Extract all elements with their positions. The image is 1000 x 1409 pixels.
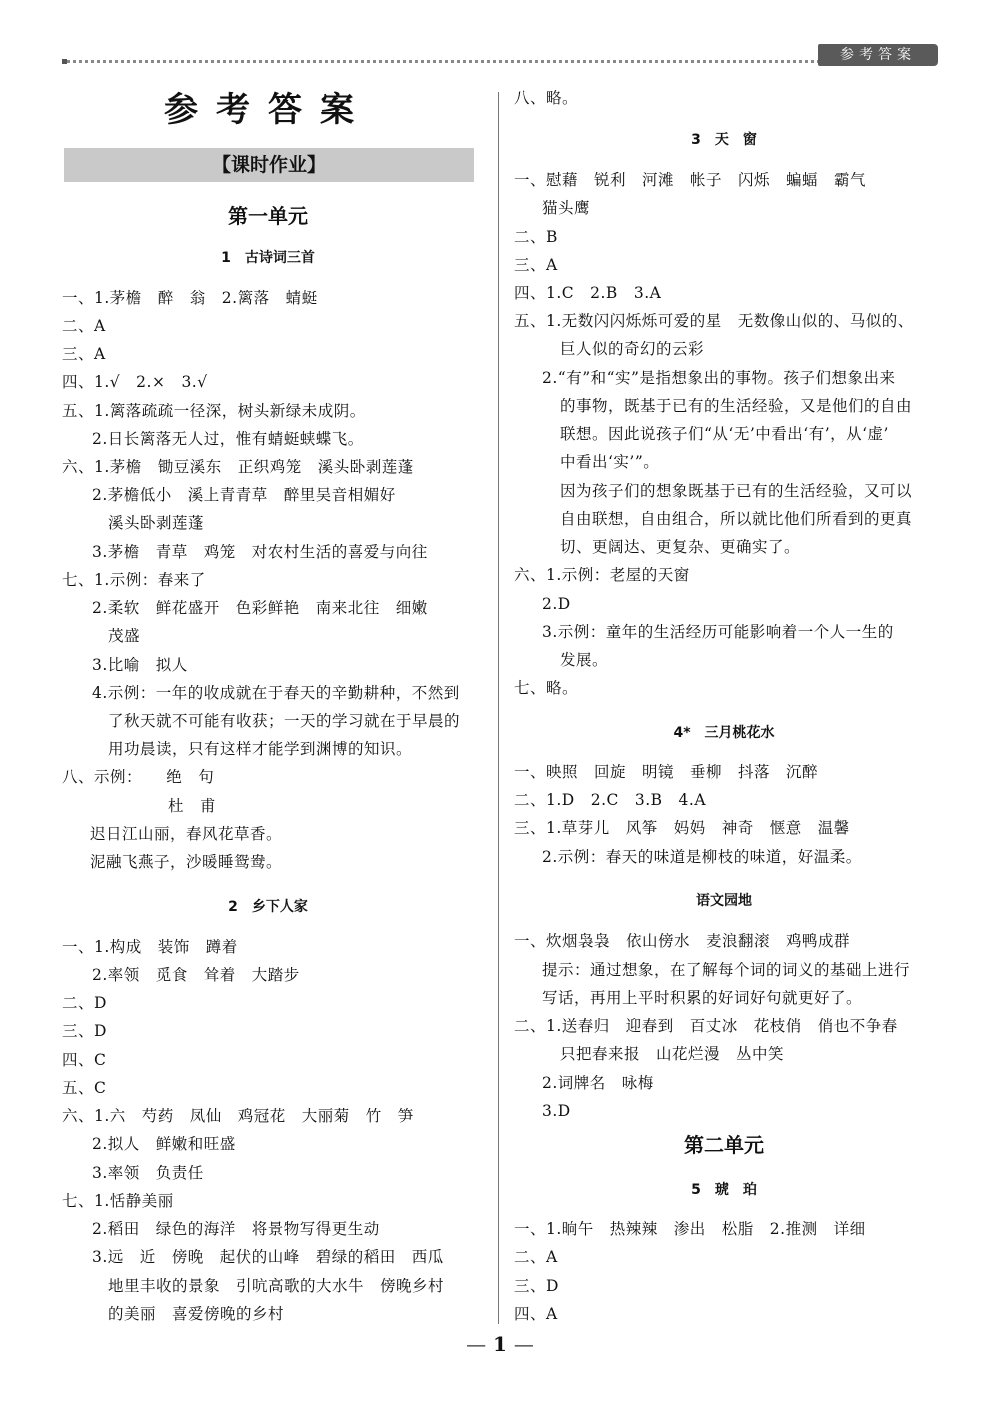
answer-line: 五、1.篱落疏疏一径深，树头新绿未成阴。 xyxy=(62,402,366,420)
answer-line: 八、略。 xyxy=(514,89,579,107)
answer-line: 自由联想，自由组合，所以就比他们所看到的更真 xyxy=(560,510,913,528)
answer-line: 七、1.恬静美丽 xyxy=(62,1192,174,1210)
page-title: 参考答案 xyxy=(164,90,372,130)
answer-line: 溪头卧剥莲蓬 xyxy=(108,514,205,532)
answer-line: 二、A xyxy=(514,1248,558,1266)
answer-line: 六、1.茅檐 锄豆溪东 正织鸡笼 溪头卧剥莲蓬 xyxy=(62,458,414,476)
answer-line: 4.示例：一年的收成就在于春天的辛勤耕种，不然到 xyxy=(92,684,460,702)
answer-line: 四、1.√ 2.× 3.√ xyxy=(62,373,208,391)
answer-line: 2.示例：春天的味道是柳枝的味道，好温柔。 xyxy=(542,848,862,866)
section-heading: 【课时作业】 xyxy=(64,148,474,182)
answer-line: 二、B xyxy=(514,228,558,246)
answer-line: 一、1.晌午 热辣辣 渗出 松脂 2.推测 详细 xyxy=(514,1220,866,1238)
unit-heading: 第一单元 xyxy=(228,204,308,228)
unit-heading: 第二单元 xyxy=(684,1133,764,1157)
answer-line: 提示：通过想象，在了解每个词的词义的基础上进行 xyxy=(542,961,911,979)
answer-line: 二、1.送春归 迎春到 百丈冰 花枝俏 俏也不争春 xyxy=(514,1017,898,1035)
answer-line: 六、1.六 芍药 凤仙 鸡冠花 大丽菊 竹 笋 xyxy=(62,1107,414,1125)
lesson-heading: 5 琥 珀 xyxy=(691,1182,757,1198)
answer-line: 联想。因此说孩子们“从‘无’中看出‘有’，从‘虚’ xyxy=(560,425,889,443)
answer-line: 一、1.茅檐 醉 翁 2.篱落 蜻蜓 xyxy=(62,289,318,307)
page-number-value: 1 xyxy=(493,1332,507,1356)
answer-line: 三、A xyxy=(62,345,106,363)
answer-line: 一、炊烟袅袅 依山傍水 麦浪翻滚 鸡鸭成群 xyxy=(514,932,851,950)
answer-line: 的美丽 喜爱傍晚的乡村 xyxy=(108,1305,285,1323)
answer-line: 2.“有”和“实”是指想象出的事物。孩子们想象出来 xyxy=(542,369,896,387)
answer-line: 2.柔软 鲜花盛开 色彩鲜艳 南来北往 细嫩 xyxy=(92,599,428,617)
answer-line: 了秋天就不可能有收获；一天的学习就在于早晨的 xyxy=(108,712,461,730)
answer-line: 五、C xyxy=(62,1079,107,1097)
answer-line: 泥融飞燕子，沙暖睡鸳鸯。 xyxy=(90,853,283,871)
answer-line: 2.拟人 鲜嫩和旺盛 xyxy=(92,1135,236,1153)
answer-line: 二、1.D 2.C 3.B 4.A xyxy=(514,791,707,809)
answer-line: 三、A xyxy=(514,256,558,274)
lesson-heading: 2 乡下人家 xyxy=(228,899,308,915)
answer-line: 2.率领 觅食 耸着 大踏步 xyxy=(92,966,300,984)
answer-line: 3.比喻 拟人 xyxy=(92,656,188,674)
answer-line: 的事物，既基于已有的生活经验，又是他们的自由 xyxy=(560,397,913,415)
lesson-heading: 1 古诗词三首 xyxy=(221,250,315,266)
answer-line: 三、1.草芽儿 风筝 妈妈 神奇 惬意 温馨 xyxy=(514,819,850,837)
answer-line: 猫头鹰 xyxy=(542,199,591,217)
answer-line: 写话，再用上平时积累的好词好句就更好了。 xyxy=(542,989,863,1007)
column-divider xyxy=(498,92,499,1324)
lesson-heading: 3 天 窗 xyxy=(691,132,757,148)
answer-line: 二、D xyxy=(62,994,107,1012)
page-number: — 1 — xyxy=(466,1332,534,1356)
answer-line: 因为孩子们的想象既基于已有的生活经验，又可以 xyxy=(560,482,913,500)
answer-line: 3.远 近 傍晚 起伏的山峰 碧绿的稻田 西瓜 xyxy=(92,1248,444,1266)
answer-line: 茂盛 xyxy=(108,627,141,645)
answer-line: 巨人似的奇幻的云彩 xyxy=(560,340,705,358)
answer-line: 四、C xyxy=(62,1051,107,1069)
answer-line: 2.词牌名 咏梅 xyxy=(542,1074,654,1092)
answer-line: 三、D xyxy=(514,1277,559,1295)
answer-line: 迟日江山丽，春风花草香。 xyxy=(90,825,283,843)
answer-line: 杜 甫 xyxy=(168,797,217,815)
answer-line: 一、1.构成 装饰 蹲着 xyxy=(62,938,238,956)
answer-line: 七、1.示例：春来了 xyxy=(62,571,206,589)
answer-line: 用功晨读，只有这样才能学到渊博的知识。 xyxy=(108,740,413,758)
lesson-heading: 4* 三月桃花水 xyxy=(673,725,775,741)
answer-line: 3.茅檐 青草 鸡笼 对农村生活的喜爱与向往 xyxy=(92,543,428,561)
answer-line: 八、示例： 绝 句 xyxy=(62,768,215,786)
header-section-tab: 参考答案 xyxy=(818,44,938,66)
answer-line: 七、略。 xyxy=(514,679,579,697)
answer-line: 2.稻田 绿色的海洋 将景物写得更生动 xyxy=(92,1220,380,1238)
answer-line: 地里丰收的景象 引吭高歌的大水牛 傍晚乡村 xyxy=(108,1277,445,1295)
answer-line: 五、1.无数闪闪烁烁可爱的星 无数像山似的、马似的、 xyxy=(514,312,914,330)
answer-line: 切、更阔达、更复杂、更确实了。 xyxy=(560,538,801,556)
answer-line: 3.D xyxy=(542,1102,571,1120)
answer-line: 六、1.示例：老屋的天窗 xyxy=(514,566,690,584)
lesson-heading: 语文园地 xyxy=(696,893,752,909)
answer-line: 3.示例：童年的生活经历可能影响着一个人一生的 xyxy=(542,623,894,641)
answer-line: 三、D xyxy=(62,1022,107,1040)
header-dotted-rule xyxy=(62,60,820,63)
answer-line: 只把春来报 山花烂漫 丛中笑 xyxy=(560,1045,785,1063)
answer-line: 一、映照 回旋 明镜 垂柳 抖落 沉醉 xyxy=(514,763,819,781)
answer-line: 2.茅檐低小 溪上青青草 醉里吴音相媚好 xyxy=(92,486,396,504)
answer-line: 2.日长篱落无人过，惟有蜻蜓蛱蝶飞。 xyxy=(92,430,364,448)
answer-line: 3.率领 负责任 xyxy=(92,1164,204,1182)
answer-line: 一、慰藉 锐利 河滩 帐子 闪烁 蝙蝠 霸气 xyxy=(514,171,867,189)
answer-line: 2.D xyxy=(542,595,571,613)
answer-line: 四、1.C 2.B 3.A xyxy=(514,284,662,302)
answer-line: 二、A xyxy=(62,317,106,335)
answer-line: 中看出‘实’”。 xyxy=(560,453,660,471)
answer-line: 发展。 xyxy=(560,651,609,669)
answer-line: 四、A xyxy=(514,1305,558,1323)
